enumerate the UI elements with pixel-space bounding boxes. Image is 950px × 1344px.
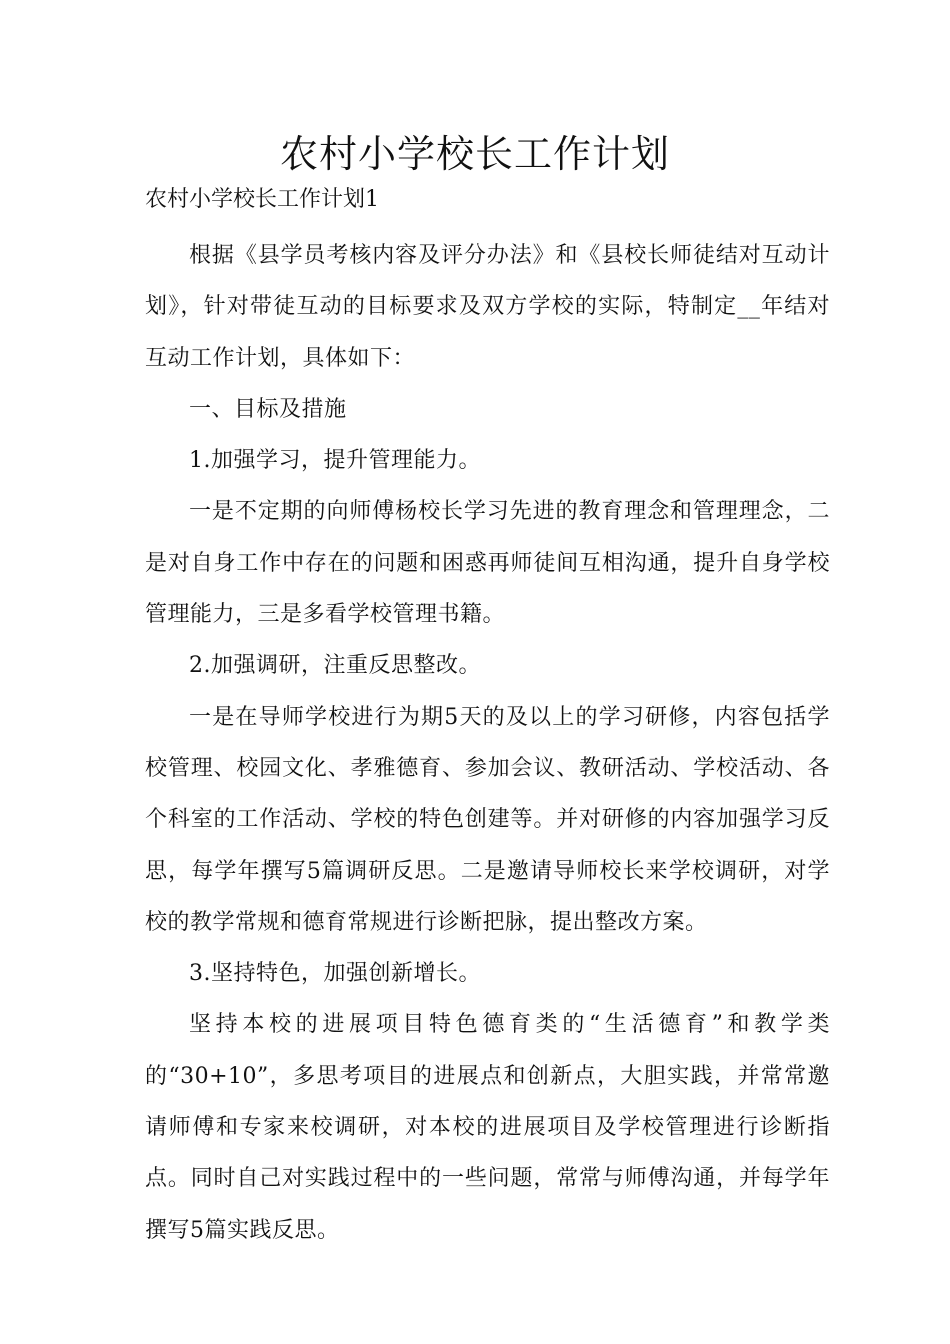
paragraph-intro: 根据《县学员考核内容及评分办法》和《县校长师徒结对互动计划》，针对带徒互动的目标要求及双方学校的实际，特制定__年结对互动工作计划，具体如下： — [145, 243, 830, 371]
paragraph-item-1: 一是不定期的向师傅杨校长学习先进的教育理念和管理理念，二是对自身工作中存在的问题和困惑再师徒间互相沟通，提升自身学校管理能力，三是多看学校管理书籍。 — [145, 499, 830, 628]
paragraph-item-2: 一是在导师学校进行为期5天的及以上的学习研修，内容包括学校管理、校园文化、孝雅德育、参加会议、教研活动、学校活动、各个科室的工作活动、学校的特色创建等。并对研修的内容加强学习反思，每学年撰写5篇调研反思。二是邀请导师校长来学校调研，对学校的教学常规和德育常规进行诊断把脉，提出整改方案。 — [145, 704, 830, 935]
item-heading-3: 3.坚持特色，加强创新增长。 — [189, 961, 481, 987]
item-heading-2: 2.加强调研，注重反思整改。 — [189, 653, 481, 679]
document-body — [145, 230, 830, 1256]
document-subtitle: 农村小学校长工作计划1 — [145, 187, 379, 212]
paragraph-item-3: 坚持本校的进展项目特色德育类的“生活德育”和教学类的“30+10”，多思考项目的进展点和创新点，大胆实践，并常常邀请师傅和专家来校调研，对本校的进展项目及学校管理进行诊断指点。同时自己对实践过程中的一些问题，常常与师傅沟通，并每学年撰写5篇实践反思。 — [145, 1012, 830, 1243]
document-title: 农村小学校长工作计划 — [279, 132, 670, 176]
item-heading-1: 1.加强学习，提升管理能力。 — [189, 448, 481, 474]
section-heading-goals: 一、目标及措施 — [189, 396, 347, 422]
